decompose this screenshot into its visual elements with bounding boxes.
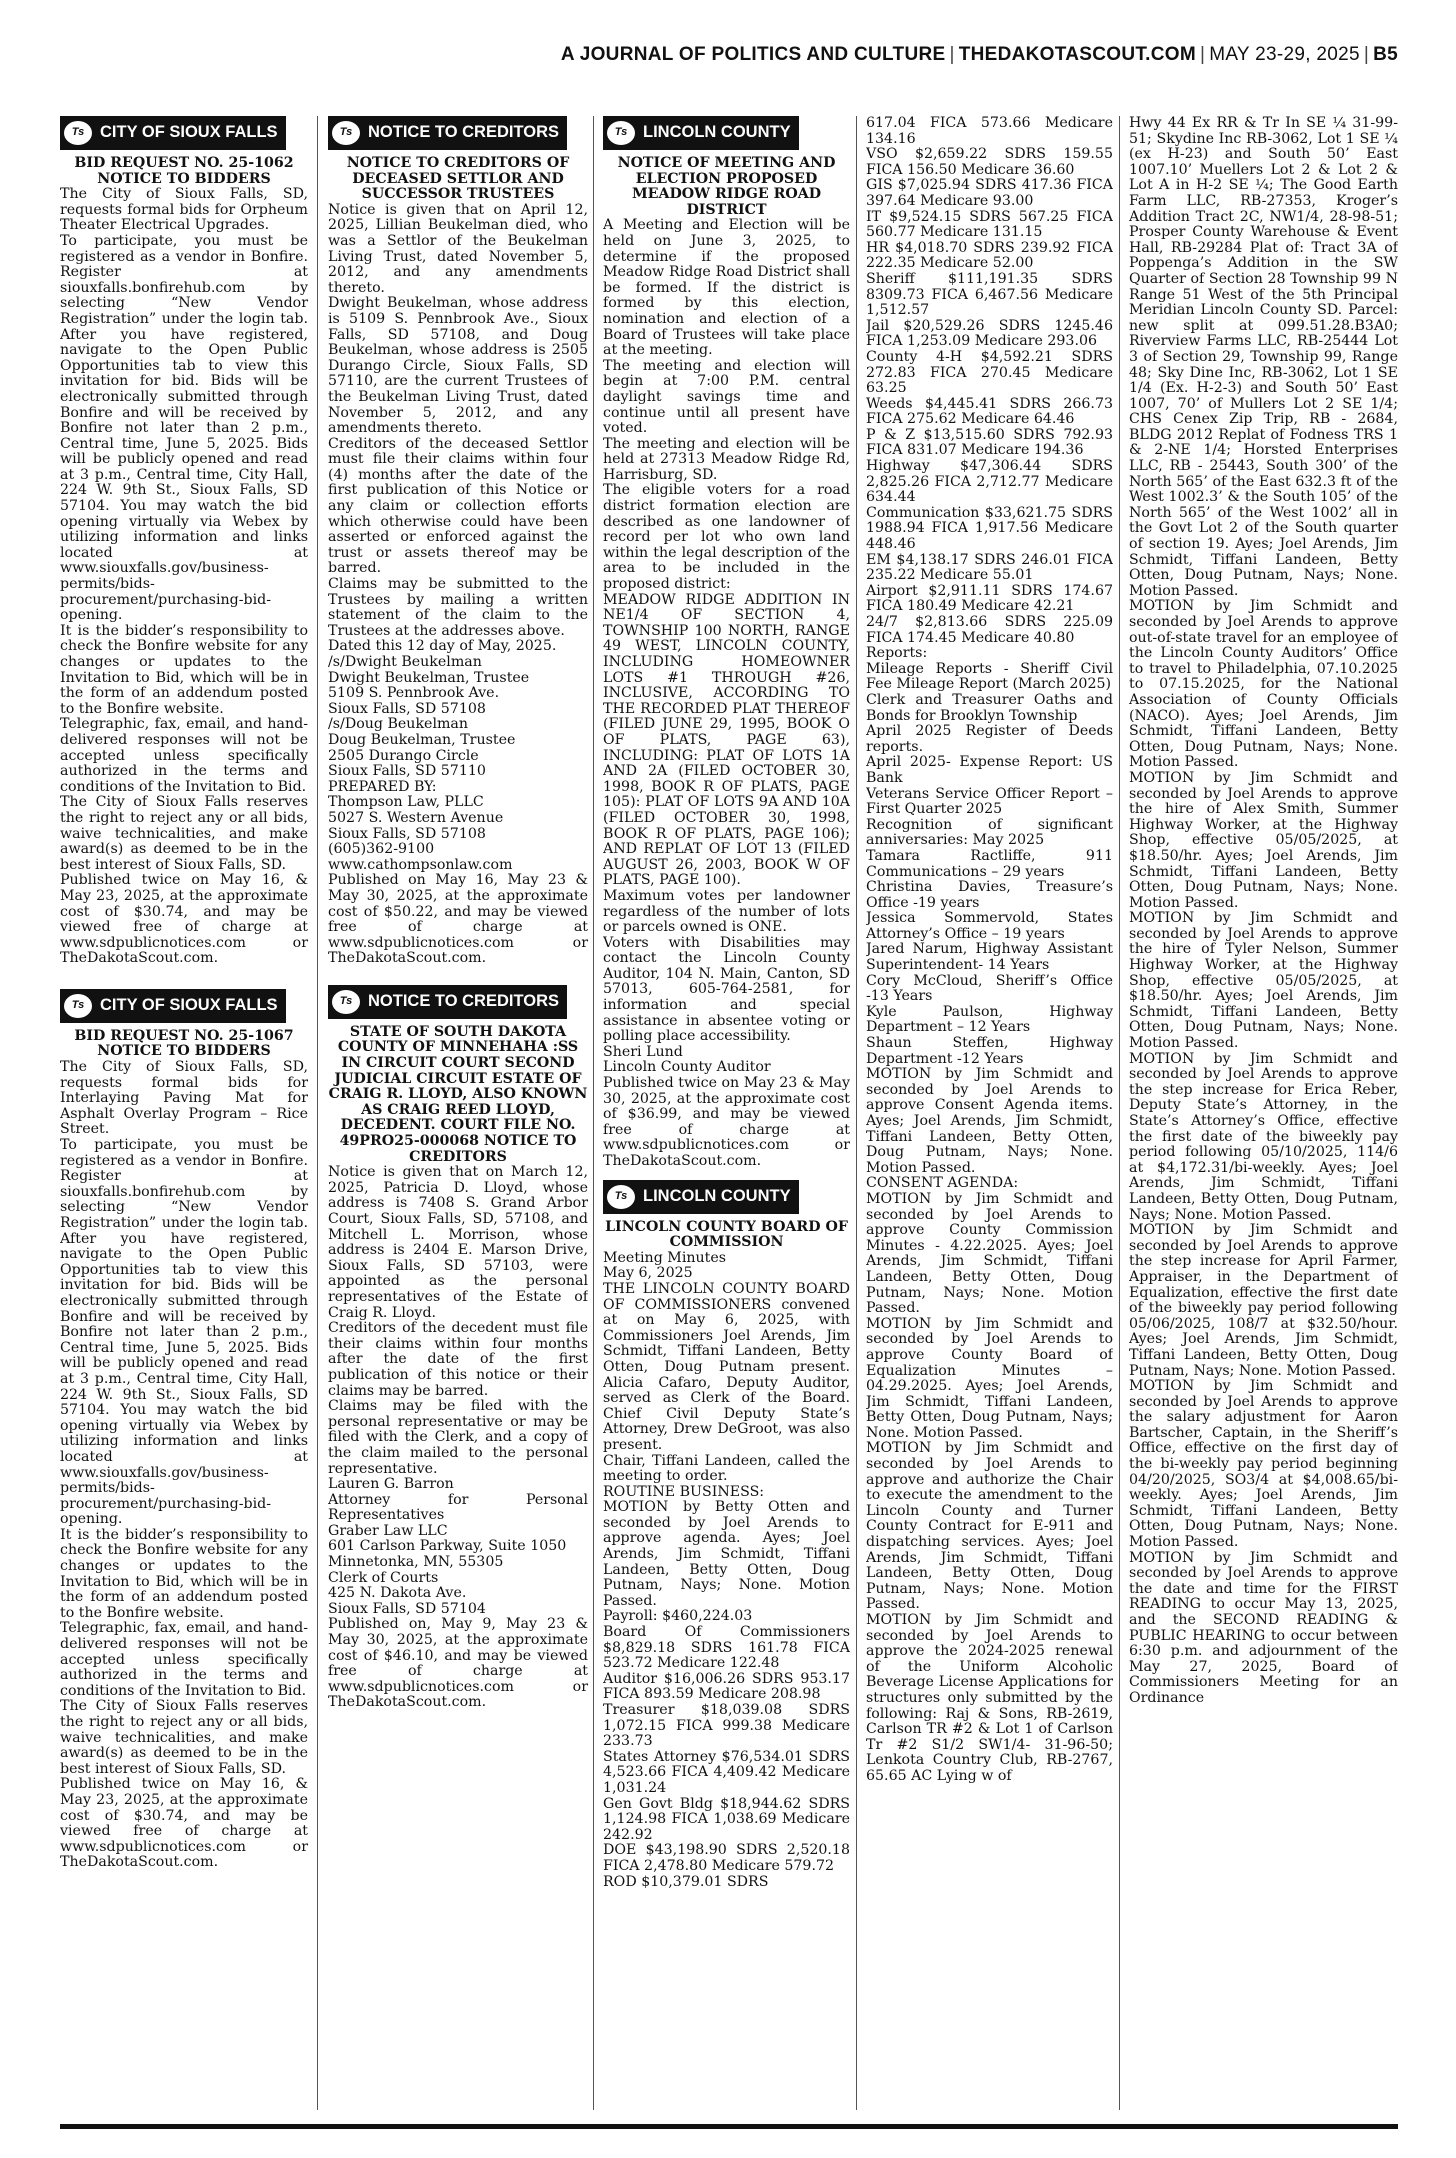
notice-paragraph: CONSENT AGENDA: xyxy=(866,1175,1019,1192)
scout-logo-icon: Ts xyxy=(332,990,360,1014)
notice-paragraph: Telegraphic, fax, email, and hand-delivered responses will not be accepted unless specifically authorized in the terms and conditions of the Invitation to Bid. xyxy=(60,716,308,795)
scout-logo-icon: Ts xyxy=(607,121,635,145)
page-number: B5 xyxy=(1373,44,1398,65)
notice-paragraph: Airport $2,911.11 SDRS 174.67 FICA 180.49 Medicare 42.21 xyxy=(866,582,1113,615)
notice-body xyxy=(603,218,850,1169)
notice-paragraph: 5109 S. Pennbrook Ave. xyxy=(328,685,500,702)
banner-label: CITY OF SIOUX FALLS xyxy=(100,123,278,142)
notice-body xyxy=(60,1060,308,1871)
notice-paragraph: Weeds $4,445.41 SDRS 266.73 FICA 275.62 Medicare 64.46 xyxy=(866,395,1113,428)
notice-paragraph: www.cathompsonlaw.com xyxy=(328,856,513,873)
issue-date: MAY 23-29, 2025 xyxy=(1209,44,1360,65)
notice-paragraph: The City of Sioux Falls reserves the right to reject any or all bids, waive technicalities, and make award(s) as deemed to be in the best interest of Sioux Falls, SD. xyxy=(60,794,308,873)
notice-paragraph: 24/7 $2,813.66 SDRS 225.09 FICA 174.45 Medicare 40.80 xyxy=(866,614,1113,646)
notice-paragraph: MOTION by Betty Otten and seconded by Joel Arends to approve agenda. Ayes; Joel Arends, Jim Schmidt, Tiffani Landeen, Betty Otten, Doug Putnam, Nays; None. Motion Passed. xyxy=(603,1499,850,1609)
notice-paragraph: 617.04 FICA 573.66 Medicare 134.16 xyxy=(866,116,1113,147)
notice-paragraph: Clerk and Treasurer Oaths and Bonds for Brooklyn Township xyxy=(866,691,1113,724)
banner-label: CITY OF SIOUX FALLS xyxy=(100,996,278,1015)
notice-paragraph: The City of Sioux Falls, SD, requests formal bids for Interlaying Paving Mat for Asphalt Overlay Program – Rice Street. xyxy=(60,1059,308,1138)
notice-paragraph: May 6, 2025 xyxy=(603,1265,693,1282)
notice-paragraph: ROD $10,379.01 SDRS xyxy=(603,1873,769,1890)
notice-paragraph: MOTION by Jim Schmidt and seconded by Joel Arends to approve the salary adjustment for Aaron Bartscher, Captain, in the Sheriff’s Office, effective on the first day of the bi-weekly pay period beginning 04/20/2025, SO3/4 at $4,008.65/bi-weekly. Ayes; Joel Arends, Jim Schmidt, Tiffani Landeen, Betty Otten, Doug Putnam, Nays; None. Motion Passed. xyxy=(1129,1378,1398,1551)
notice-paragraph: States Attorney $76,534.01 SDRS 4,523.66 FICA 4,409.42 Medicare 1,031.24 xyxy=(603,1748,850,1796)
notice-paragraph: 425 N. Dakota Ave. xyxy=(328,1585,467,1602)
notice-paragraph: Notice is given that on April 12, 2025, Lillian Beukelman died, who was a Settlor of the Beukelman Living Trust, dated November 5, 2012, and any amendments thereto. xyxy=(328,201,588,296)
notice-paragraph: IT $9,524.15 SDRS 567.25 FICA 560.77 Medicare 131.15 xyxy=(866,208,1113,241)
notice-paragraph: Shaun Steffen, Highway Department -12 Years xyxy=(866,1035,1113,1067)
notice-paragraph: MEADOW RIDGE ADDITION IN NE1/4 OF SECTION 4, TOWNSHIP 100 NORTH, RANGE 49 WEST, LINCOLN COUNTY, INCLUDING HOMEOWNER LOTS #1 THROUGH #26, INCLUSIVE, ACCORDING TO THE RECORDED PLAT THEREOF (FILED JUNE 29, 1995, BOOK O OF PLATS, PAGE 63), INCLUDING: PLAT OF LOTS 1A AND 2A (FILED OCTOBER 30, 1998, BOOK R OF PLATS, PAGE 105): PLAT OF LOTS 9A AND 10A (FILED OCTOBER 30, 1998, BOOK R OF PLATS, PAGE 106); AND REPLAT OF LOT 13 (FILED AUGUST 26, 2003, BOOK W OF PLATS, PAGE 100). xyxy=(603,591,850,889)
notice-paragraph: A Meeting and Election will be held on June 3, 2025, to determine if the proposed Meadow Ridge Road District shall be formed. If the district is formed by this election, nomination and election of a Board of Trustees will take place at the meeting. xyxy=(603,217,850,359)
notice-paragraph: VSO $2,659.22 SDRS 159.55 FICA 156.50 Medicare 36.60 xyxy=(866,146,1113,178)
notice-paragraph: It is the bidder’s responsibility to check the Bonfire website for any changes or updates to the Invitation to Bid, which will be in the form of an addendum posted to the Bonfire website. xyxy=(60,1526,308,1621)
section-banner xyxy=(328,116,567,150)
notice-body xyxy=(603,1251,850,1890)
notice-paragraph: The City of Sioux Falls reserves the right to reject any or all bids, waive technicalities, and make award(s) as deemed to be in the best interest of Sioux Falls, SD. xyxy=(60,1698,308,1777)
notice-paragraph: MOTION by Jim Schmidt and seconded by Joel Arends to approve County Board of Equalization Minutes – 04.29.2025. Ayes; Joel Arends, Jim Schmidt, Tiffani Landeen, Betty Otten, Doug Putnam, Nays; None. Motion Passed. xyxy=(866,1315,1113,1441)
column-1 xyxy=(60,116,308,2110)
scout-logo-icon: Ts xyxy=(332,121,360,145)
notice-paragraph: Sheri Lund xyxy=(603,1043,683,1060)
notice-paragraph: Sheriff $111,191.35 SDRS 8309.73 FICA 6,467.56 Medicare 1,512.57 xyxy=(866,270,1113,319)
notice-paragraph: Minnetonka, MN, 55305 xyxy=(328,1554,504,1571)
notice-paragraph: Communication $33,621.75 SDRS 1988.94 FICA 1,917.56 Medicare 448.46 xyxy=(866,504,1113,553)
notice-body xyxy=(328,203,588,967)
column-5 xyxy=(1129,116,1398,2110)
notice-paragraph: The meeting and election will be held at 27313 Meadow Ridge Rd, Harrisburg, SD. xyxy=(603,435,850,483)
notice-paragraph: Gen Govt Bldg $18,944.62 SDRS 1,124.98 FICA 1,038.69 Medicare 242.92 xyxy=(603,1795,850,1843)
notice-paragraph: Published on May 16, May 23 & May 30, 2025, at the approximate cost of $50.22, and may be viewed free of charge at www.sdpublicnotices.com or TheDakotaScout.com. xyxy=(328,872,588,967)
notice-heading: LINCOLN COUNTY BOARD OF COMMISSION xyxy=(605,1218,848,1251)
notice-paragraph: The eligible voters for a road district formation election are described as one landowner of record per lot who own land within the legal description of the area to be included in the proposed district: xyxy=(603,482,850,593)
notice-paragraph: Dwight Beukelman, whose address is 5109 S. Pennbrook Ave., Sioux Falls, SD 57108, and Doug Beukelman, whose address is 2505 Durango Circle, Sioux Falls, SD 57110, are the current Trustees of the Beukelman Living Trust, dated November 5, 2012, and any amendments thereto. xyxy=(328,295,588,437)
notice-paragraph: Graber Law LLC xyxy=(328,1522,448,1539)
notice-paragraph: MOTION by Jim Schmidt and seconded by Joel Arends to approve Consent Agenda items. Ayes; Joel Arends, Jim Schmidt, Tiffani Landeen, Betty Otten, Doug Putnam, Nays; None. Motion Passed. xyxy=(866,1066,1113,1176)
notice-paragraph: Doug Beukelman, Trustee xyxy=(328,731,516,748)
notice-paragraph: Creditors of the deceased Settlor must file their claims within four (4) months after the date of the first publication of this Notice or any claim or collection efforts which otherwise could have been asserted or enforced against the trust or assets thereof may be barred. xyxy=(328,435,588,577)
notice-paragraph: Lincoln County Auditor xyxy=(603,1059,771,1076)
section-banner xyxy=(603,1180,799,1214)
notice-paragraph: Sioux Falls, SD 57108 xyxy=(328,825,486,842)
notice-paragraph: MOTION by Jim Schmidt and seconded by Joel Arends to approve and authorize the Chair to execute the amendment to the Lincoln County and Turner County Contract for E-911 and dispatching services. Ayes; Joel Arends, Jim Schmidt, Tiffani Landeen, Betty Otten, Doug Putnam, Nays; None. Motion Passed. xyxy=(866,1440,1113,1613)
notice-paragraph: Highway $47,306.44 SDRS 2,825.26 FICA 2,712.77 Medicare 634.44 xyxy=(866,458,1113,506)
separator: | xyxy=(1363,44,1370,65)
notice-paragraph: MOTION by Jim Schmidt and seconded by Joel Arends to approve the hire of Tyler Nelson, Summer Highway Worker, at the Highway Shop, effective 05/05/2025, at $18.50/hr. Ayes; Joel Arends, Jim Schmidt, Tiffani Landeen, Betty Otten, Doug Putnam, Nays; None. Motion Passed. xyxy=(1129,910,1398,1052)
notice-paragraph: The City of Sioux Falls, SD, requests formal bids for Orpheum Theater Electrical Upgrades. xyxy=(60,186,308,234)
notice-heading: NOTICE OF MEETING AND ELECTION PROPOSED MEADOW RIDGE ROAD DISTRICT xyxy=(617,155,836,218)
notice-columns xyxy=(60,116,1398,2110)
notice-paragraph: Attorney for Personal Representatives xyxy=(328,1491,588,1524)
notice-paragraph: Christina Davies, Treasure’s Office -19 years xyxy=(866,879,1113,911)
banner-label: LINCOLN COUNTY xyxy=(643,123,791,142)
notice-paragraph: Voters with Disabilities may contact the Lincoln County Auditor, 104 N. Main, Canton, SD 57013, 605-764-2581, for information and special assistance in absentee voting or polling place accessibility. xyxy=(603,934,850,1045)
journal-tagline: A JOURNAL OF POLITICS AND CULTURE xyxy=(560,44,946,65)
bottom-rule xyxy=(60,2124,1398,2129)
notice-paragraph: (605)362-9100 xyxy=(328,841,435,858)
notice-paragraph: 601 Carlson Parkway, Suite 1050 xyxy=(328,1538,567,1555)
notice-paragraph: County 4-H $4,592.21 SDRS 272.83 FICA 270.45 Medicare 63.25 xyxy=(866,348,1113,397)
notice-continued xyxy=(866,116,1113,1785)
notice-paragraph: Meeting Minutes xyxy=(603,1249,727,1266)
notice-paragraph: Lauren G. Barron xyxy=(328,1476,454,1493)
notice-heading: BID REQUEST NO. 25-1062 NOTICE TO BIDDERS xyxy=(74,155,294,187)
notice-paragraph: April 2025 Register of Deeds reports. xyxy=(866,723,1113,755)
notice-paragraph: MOTION by Jim Schmidt and seconded by Joel Arends to approve the date and time for the FIRST READING to occur May 13, 2025, and the SECOND READING & PUBLIC HEARING to occur between 6:30 p.m. and adjournment of the May 27, 2025, Board of Commissioners Meeting for an Ordinance xyxy=(1129,1549,1398,1706)
notice-paragraph: Auditor $16,006.26 SDRS 953.17 FICA 893.59 Medicare 208.98 xyxy=(603,1670,850,1703)
section-banner xyxy=(328,985,567,1019)
notice-paragraph: MOTION by Jim Schmidt and seconded by Joel Arends to approve the step increase for Erica Reber, Deputy State’s Attorney, in the State’s Attorney’s Office, effective the first date of the biweekly pay period following 05/10/2025, 114/6 at $4,172.31/bi-weekly. Ayes; Joel Arends, Jim Schmidt, Tiffani Landeen, Betty Otten, Doug Putnam, Nays; None. Motion Passed. xyxy=(1129,1050,1398,1223)
notice-paragraph: Notice is given that on March 12, 2025, Patricia D. Lloyd, whose address is 7408 S. Grand Arbor Court, Sioux Falls, SD, 57108, and Mitchell L. Morrison, whose address is 2404 E. Marson Drive, Sioux Falls, SD 57103, were appointed as the personal representatives of the Estate of Craig R. Lloyd. xyxy=(328,1164,588,1321)
notice-paragraph: EM $4,138.17 SDRS 246.01 FICA 235.22 Medicare 55.01 xyxy=(866,551,1113,584)
notice-paragraph: THE LINCOLN COUNTY BOARD OF COMMISSIONERS convened at on May 6, 2025, with Commissioners Joel Arends, Jim Schmidt, Tiffani Landeen, Betty Otten, Doug Putnam present. Alicia Cafaro, Deputy Auditor, served as Clerk of the Board. Chief Civil Deputy State’s Attorney, Drew DeGroot, was also present. xyxy=(603,1280,850,1453)
notice-paragraph: Jared Narum, Highway Assistant Superintendent- 14 Years xyxy=(866,941,1113,974)
notice-paragraph: Sioux Falls, SD 57110 xyxy=(328,763,486,780)
notice-paragraph: Jessica Sommervold, States Attorney’s Office – 19 years xyxy=(866,910,1113,942)
section-banner xyxy=(603,116,799,150)
notice-paragraph: Recognition of significant anniversaries: May 2025 xyxy=(866,816,1113,849)
notice-paragraph: /s/Doug Beukelman xyxy=(328,716,469,733)
notice-paragraph: MOTION by Jim Schmidt and seconded by Joel Arends to approve County Commission Minutes - 4.22.2025. Ayes; Joel Arends, Jim Schmidt, Tiffani Landeen, Betty Otten, Doug Putnam, Nays; None. Motion Passed. xyxy=(866,1190,1113,1317)
notice-paragraph: Treasurer $18,039.08 SDRS 1,072.15 FICA 999.38 Medicare 233.73 xyxy=(603,1702,850,1750)
notice-paragraph: Creditors of the decedent must file their claims within four months after the date of the first publication of this notice or their claims may be barred. xyxy=(328,1320,588,1399)
section-banner xyxy=(60,116,286,150)
notice-paragraph: To participate, you must be registered as a vendor in Bonfire. Register at siouxfalls.bonfirehub.com by selecting “New Vendor Registration” under the login tab. After you have registered, navigate to the Open Public Opportunities tab to view this invitation for bid. Bids will be electronically submitted through Bonfire and will be received by Bonfire not later than 2 p.m., Central time, June 5, 2025. Bids will be publicly opened and read at 3 p.m., Central time, City Hall, 224 W. 9th St., Sioux Falls, SD 57104. You may watch the bid opening virtually via Webex by utilizing information and links located at www.siouxfalls.gov/business-permits/bids-procurement/purchasing-bid-opening. xyxy=(60,232,308,624)
notice-paragraph: 2505 Durango Circle xyxy=(328,747,479,764)
notice-paragraph: /s/Dwight Beukelman xyxy=(328,654,482,670)
notice-paragraph: Dwight Beukelman, Trustee xyxy=(328,669,530,686)
site-name[interactable]: THEDAKOTASCOUT.COM xyxy=(958,44,1196,65)
notice-paragraph: To participate, you must be registered as a vendor in Bonfire. Register at siouxfalls.bonfirehub.com by selecting “New Vendor Registration” under the login tab. After you have registered, navigate to the Open Public Opportunities tab to view this invitation for bid. Bids will be electronically submitted through Bonfire and will be received by Bonfire not later than 2 p.m., Central time, June 5, 2025. Bids will be publicly opened and read at 3 p.m., Central time, City Hall, 224 W. 9th St., Sioux Falls, SD 57104. You may watch the bid opening virtually via Webex by utilizing information and links located at www.siouxfalls.gov/business-permits/bids-procurement/purchasing-bid-opening. xyxy=(60,1137,308,1528)
notice-paragraph: MOTION by Jim Schmidt and seconded by Joel Arends to approve out-of-state travel for an employee of the Lincoln County Auditors’ Office to travel to Philadelphia, 07.10.2025 to 07.15.2025, for the National Association of County Officials (NACO). Ayes; Joel Arends, Jim Schmidt, Tiffani Landeen, Betty Otten, Doug Putnam, Nays; None. Motion Passed. xyxy=(1129,598,1398,771)
spacer xyxy=(603,1170,850,1180)
notice-paragraph: ROUTINE BUSINESS: xyxy=(603,1483,765,1500)
notice-paragraph: P & Z $13,515.60 SDRS 792.93 FICA 831.07 Medicare 194.36 xyxy=(866,426,1113,459)
spacer xyxy=(60,967,308,989)
notice xyxy=(328,985,588,1711)
separator: | xyxy=(1199,44,1206,65)
notice-heading: BID REQUEST NO. 25-1067 NOTICE TO BIDDERS xyxy=(74,1027,294,1060)
notice-paragraph: Veterans Service Officer Report – First Quarter 2025 xyxy=(866,785,1113,818)
notice xyxy=(60,116,308,967)
notice-paragraph: Tamara Ractliffe, 911 Communications – 29 years xyxy=(866,847,1113,880)
section-banner xyxy=(60,989,286,1023)
notice-paragraph: 5027 S. Western Avenue xyxy=(328,809,504,826)
notice-paragraph: Hwy 44 Ex RR & Tr In SE ¼ 31-99-51; Skydine Inc RB-3062, Lot 1 SE ¼ (ex H-23) and South 50’ East 1007.10’ Muellers Lot 2 & Lot 2 & Lot A in H-2 SE ¼; The Good Earth Farm LLC, RB-27353, Kroger’s Addition Tract 2C, NW1/4, 28-98-51; Prosper County Warehouse & Event Hall, RB-29284 Plat of: Tract 3A of Poppenga’s Addition in the SW Quarter of Section 28 Township 99 N Range 51 West of the 5th Principal Meridian Lincoln County SD. Parcel: new split at 099.51.28.B3A0; Riverview Farms LLC, RB-25444 Lot 3 of Section 29, Township 99, Range 48; Sky Dine Inc, RB-3062, Lot 1 SE 1/4 (Ex. H-2-3) and South 50’ East 1007, 70’ of Mullers Lot 2 SE 1/4; CHS Cenex Zip Trip, RB - 2684, BLDG 2012 Replat of Fodness TRS 1 & 2-NE 1/4; Horsted Enterprises LLC, RB - 25443, South 300’ of the North 565’ of the East 632.3 ft of the West 1002.3’ & the South 105’ of the North 565’ of the West 1002’ all in the Govt Lot 2 of the South quarter of section 19. Ayes; Joel Arends, Jim Schmidt, Tiffani Landeen, Betty Otten, Doug Putnam, Nays; None. Motion Passed. xyxy=(1129,116,1398,599)
notice-paragraph: Claims may be filed with the personal representative or may be filed with the Clerk, and a copy of the claim mailed to the personal representative. xyxy=(328,1398,588,1477)
notice-heading: STATE OF SOUTH DAKOTA COUNTY OF MINNEHAHA :SS IN CIRCUIT COURT SECOND JUDICIAL CIRCUIT ESTATE OF CRAIG R. LLOYD, ALSO KNOWN AS CRAIG REED LLOYD, DECEDENT. COURT FILE NO. 49PRO25-000068 NOTICE TO CREDITORS xyxy=(328,1023,588,1165)
separator: | xyxy=(949,44,955,65)
notice-paragraph: April 2025- Expense Report: US Bank xyxy=(866,754,1113,786)
notice-paragraph: Reports: xyxy=(866,645,928,662)
notice xyxy=(60,989,308,1871)
notice-paragraph: Maximum votes per landowner regardless of the number of lots or parcels owned is ONE. xyxy=(603,887,850,936)
notice-heading: NOTICE TO CREDITORS OF DECEASED SETTLOR AND SUCCESSOR TRUSTEES xyxy=(346,155,570,203)
notice-paragraph: Telegraphic, fax, email, and hand-delivered responses will not be accepted unless specifically authorized in the terms and conditions of the Invitation to Bid. xyxy=(60,1620,308,1699)
scout-logo-icon: Ts xyxy=(64,994,92,1018)
notice-body xyxy=(60,187,308,967)
notice-paragraph: GIS $7,025.94 SDRS 417.36 FICA 397.64 Medicare 93.00 xyxy=(866,177,1113,209)
page-header xyxy=(60,44,1398,80)
notice-continued xyxy=(1129,116,1398,1707)
scout-logo-icon: Ts xyxy=(607,1185,635,1209)
notice-paragraph: Mileage Reports - Sheriff Civil Fee Mileage Report (March 2025) xyxy=(866,660,1113,693)
notice-paragraph: Chair, Tiffani Landeen, called the meeting to order. xyxy=(603,1452,850,1485)
notice-paragraph: DOE $43,198.90 SDRS 2,520.18 FICA 2,478.80 Medicare 579.72 xyxy=(603,1842,850,1874)
notice-paragraph: Jail $20,529.26 SDRS 1245.46 FICA 1,253.09 Medicare 293.06 xyxy=(866,317,1113,350)
notice-paragraph: Claims may be submitted to the Trustees by mailing a written statement of the claim to the Trustees at the addresses above. xyxy=(328,576,588,639)
column-3 xyxy=(603,116,850,2110)
notice-paragraph: PREPARED BY: xyxy=(328,778,437,795)
banner-label: NOTICE TO CREDITORS xyxy=(368,123,559,142)
notice-paragraph: MOTION by Jim Schmidt and seconded by Joel Arends to approve the 2024-2025 renewal of the Uniform Alcoholic Beverage License Applications for structures only submitted by the following: Raj & Sons, RB-2619, Carlson TR #2 & Lot 1 of Carlson Tr #2 S1/2 SW1/4- 31-96-50; Lenkota Country Club, RB-2767, 65.65 AC Lying w of xyxy=(866,1612,1113,1784)
column-2 xyxy=(328,116,588,2110)
column-4 xyxy=(866,116,1113,2110)
notice-paragraph: Sioux Falls, SD 57104 xyxy=(328,1600,486,1617)
notice-paragraph: Published on, May 9, May 23 & May 30, 2025, at the approximate cost of $46.10, and may be viewed free of charge at www.sdpublicnotices.com or TheDakotaScout.com. xyxy=(328,1616,588,1711)
notice-paragraph: Thompson Law, PLLC xyxy=(328,794,484,811)
notice-paragraph: It is the bidder’s responsibility to check the Bonfire website for any changes or updates to the Invitation to Bid, which will be in the form of an addendum posted to the Bonfire website. xyxy=(60,622,308,717)
notice-paragraph: Clerk of Courts xyxy=(328,1569,439,1586)
notice-paragraph: Published twice on May 23 & May 30, 2025, at the approximate cost of $36.99, and may be viewed free of charge at www.sdpublicnotices.com or TheDakotaScout.com. xyxy=(603,1075,850,1169)
banner-label: LINCOLN COUNTY xyxy=(643,1186,791,1205)
notice-paragraph: HR $4,018.70 SDRS 239.92 FICA 222.35 Medicare 52.00 xyxy=(866,239,1113,272)
notice-paragraph: Dated this 12 day of May, 2025. xyxy=(328,638,557,655)
banner-label: NOTICE TO CREDITORS xyxy=(368,992,559,1011)
notice xyxy=(603,116,850,1170)
notice xyxy=(328,116,588,967)
notice-paragraph: Sioux Falls, SD 57108 xyxy=(328,700,486,717)
notice xyxy=(603,1180,850,1891)
notice-paragraph: MOTION by Jim Schmidt and seconded by Joel Arends to approve the hire of Alex Smith, Summer Highway Worker, at the Highway Shop, effective 05/05/2025, at $18.50/hr. Ayes; Joel Arends, Jim Schmidt, Tiffani Landeen, Betty Otten, Doug Putnam, Nays; None. Motion Passed. xyxy=(1129,769,1398,911)
notice-paragraph: Kyle Paulson, Highway Department – 12 Years xyxy=(866,1003,1113,1036)
notice-body xyxy=(328,1165,588,1711)
notice-paragraph: Cory McCloud, Sheriff’s Office -13 Years xyxy=(866,972,1113,1005)
notice-paragraph: Payroll: $460,224.03 xyxy=(603,1608,753,1625)
scout-logo-icon: Ts xyxy=(64,121,92,145)
spacer xyxy=(328,967,588,985)
notice-paragraph: Published twice on May 16, & May 23, 2025, at the approximate cost of $30.74, and may be viewed free of charge at www.sdpublicnotices.com or TheDakotaScout.com. xyxy=(60,872,308,967)
notice-paragraph: MOTION by Jim Schmidt and seconded by Joel Arends to approve the step increase for April Farmer, Appraiser, in the Department of Equalization, effective the first date of the biweekly pay period following 05/06/2025, 108/7 at $32.50/hour. Ayes; Joel Arends, Jim Schmidt, Tiffani Landeen, Betty Otten, Doug Putnam, Nays; None. Motion Passed. xyxy=(1129,1222,1398,1379)
notice-paragraph: Published twice on May 16, & May 23, 2025, at the approximate cost of $30.74, and may be viewed free of charge at www.sdpublicnotices.com or TheDakotaScout.com. xyxy=(60,1776,308,1871)
notice-paragraph: Board Of Commissioners $8,829.18 SDRS 161.78 FICA 523.72 Medicare 122.48 xyxy=(603,1624,850,1672)
notice-paragraph: The meeting and election will begin at 7:00 P.M. central daylight savings time and continue until all present have voted. xyxy=(603,357,850,437)
